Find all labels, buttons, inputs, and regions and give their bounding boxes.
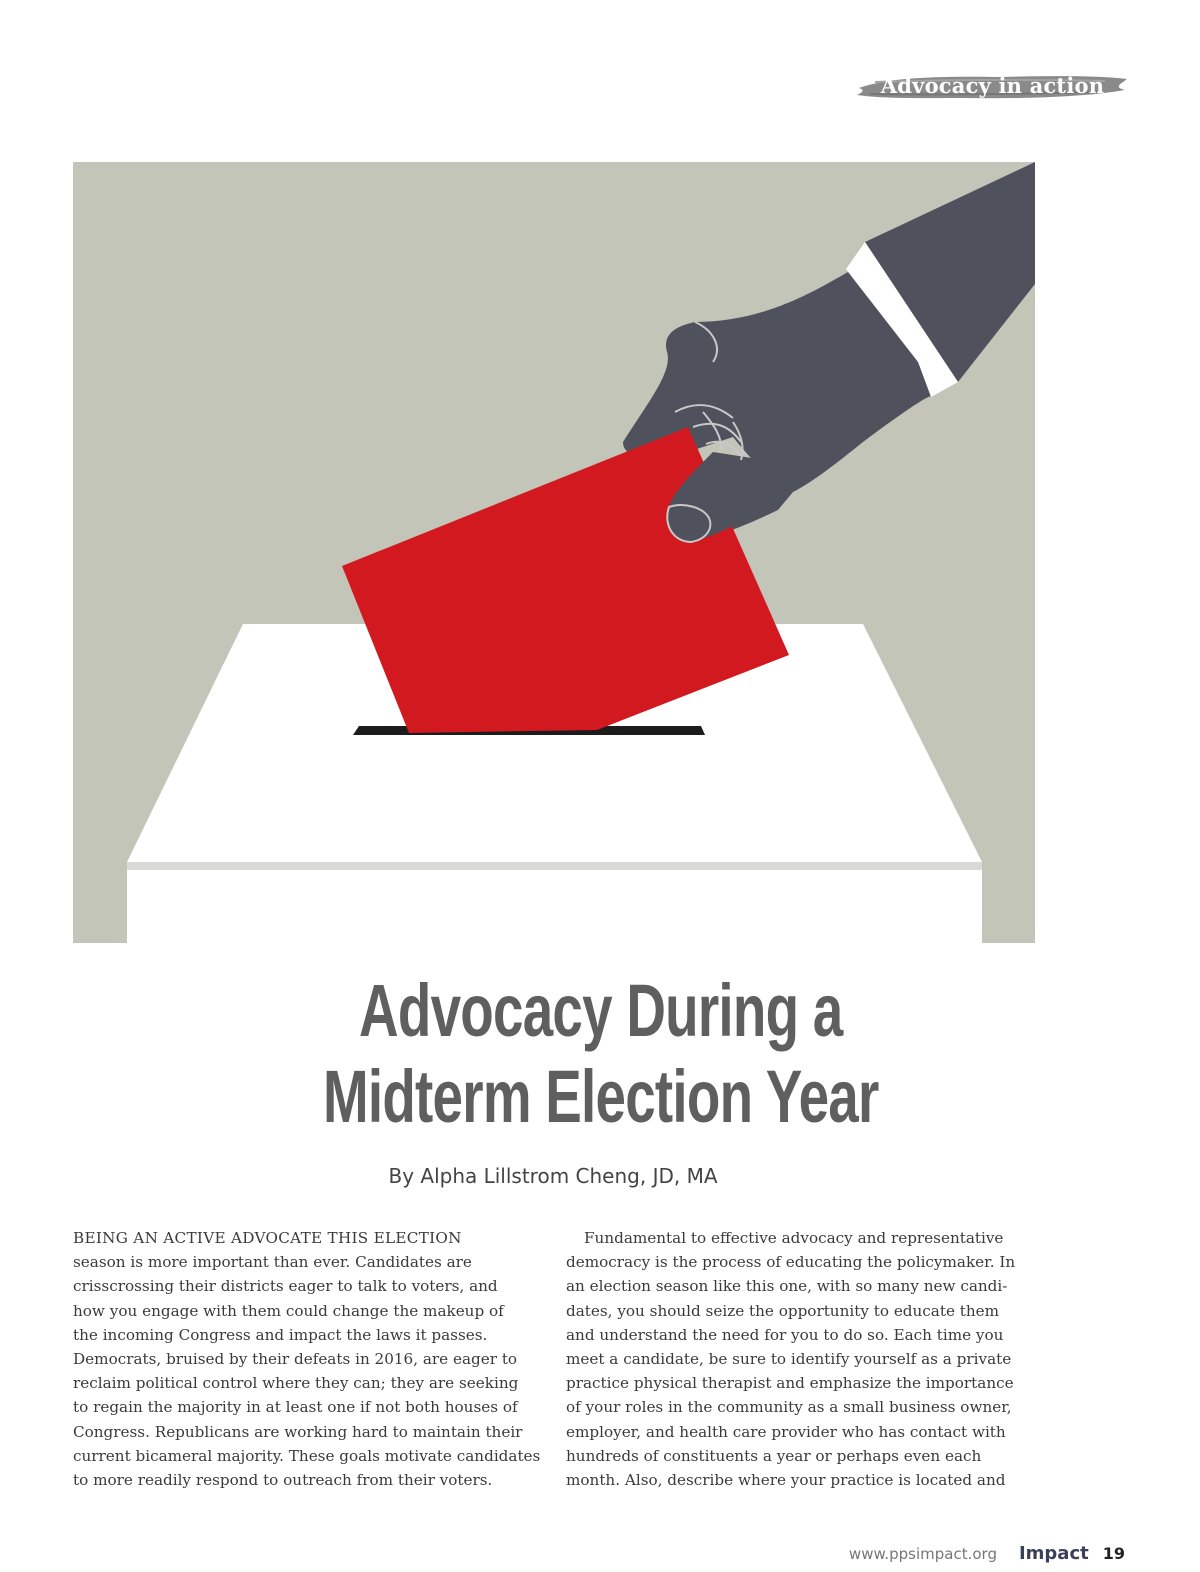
ballot-box-front: [127, 870, 982, 943]
article-headline: [157, 968, 1045, 1140]
body-line: current bicameral majority. These goals motivate candidates: [73, 1446, 541, 1465]
byline: By Alpha Lillstrom Cheng, JD, MA: [388, 1164, 718, 1188]
body-line: Fundamental to effective advocacy and representative: [584, 1229, 1004, 1247]
body-line: Congress. Republicans are working hard to maintain their: [73, 1422, 523, 1441]
section-tag-label: Advocacy in action: [880, 73, 1105, 98]
body-line: crisscrossing their districts eager to talk to voters, and: [73, 1277, 498, 1296]
body-line: BEING AN ACTIVE ADVOCATE THIS ELECTION: [73, 1229, 462, 1247]
body-line: dates, you should seize the opportunity to educate them: [566, 1301, 1000, 1320]
body-line: practice physical therapist and emphasize the importance: [566, 1374, 1014, 1393]
body-line: to more readily respond to outreach from their voters.: [73, 1471, 493, 1490]
headline-line-1: Advocacy During a: [359, 969, 843, 1052]
body-line: meet a candidate, be sure to identify yourself as a private: [566, 1350, 1012, 1369]
body-line: democracy is the process of educating the policymaker. In: [566, 1253, 1016, 1272]
ballot-box-illustration: [73, 162, 1035, 943]
section-tag: [855, 70, 1130, 104]
body-line: Democrats, bruised by their defeats in 2016, are eager to: [73, 1350, 518, 1369]
magazine-name: Impact: [1018, 1543, 1089, 1564]
body-line: the incoming Congress and impact the laws it passes.: [73, 1325, 488, 1344]
body-line: hundreds of constituents a year or perhaps even each: [566, 1446, 982, 1465]
body-line: an election season like this one, with so many new candi-: [566, 1277, 1008, 1296]
body-column-left: [73, 1226, 548, 1492]
footer-url-link[interactable]: www.ppsimpact.org: [848, 1545, 997, 1563]
body-line: month. Also, describe where your practice is located and: [566, 1471, 1006, 1490]
body-line: and understand the need for you to do so. Each time you: [566, 1325, 1004, 1344]
body-line: to regain the majority in at least one if not both houses of: [73, 1398, 518, 1417]
body-column-right: [566, 1226, 1034, 1492]
body-line: season is more important than ever. Candidates are: [73, 1253, 472, 1272]
page-footer: [849, 1543, 1125, 1564]
body-line: how you engage with them could change the makeup of: [73, 1301, 504, 1320]
body-line: of your roles in the community as a small business owner,: [566, 1398, 1012, 1417]
headline-line-2: Midterm Election Year: [322, 1055, 879, 1138]
page-number: 19: [1102, 1544, 1125, 1563]
body-line: reclaim political control where they can; they are seeking: [73, 1374, 519, 1393]
body-line: employer, and health care provider who has contact with: [566, 1422, 1006, 1441]
